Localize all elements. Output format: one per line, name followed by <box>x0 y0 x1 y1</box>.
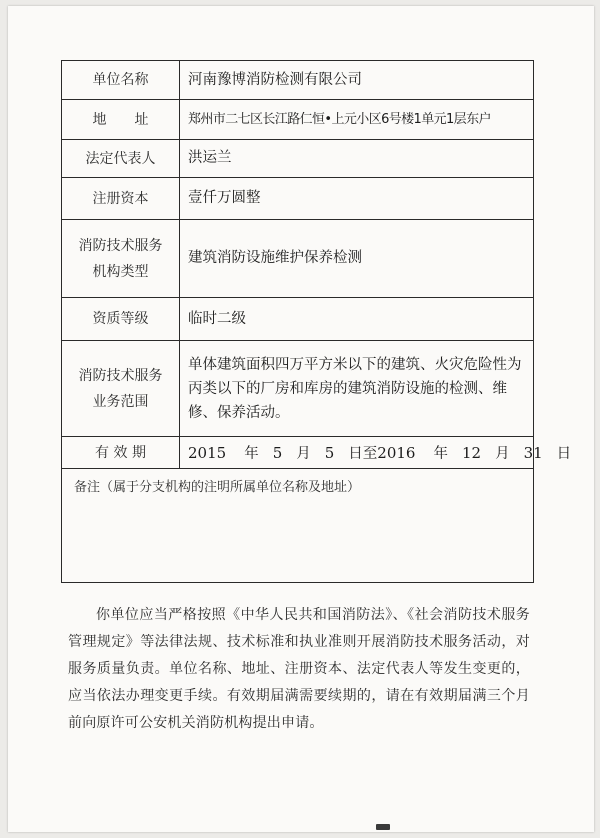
validity-connector: 至 <box>362 446 378 462</box>
row-scope <box>62 341 534 437</box>
notice-paragraph: 你单位应当严格按照《中华人民共和国消防法》、《社会消防技术服务管理规定》等法律法规、技术标准和执业准则开展消防技术服务活动，对服务质量负责。单位名称、地址、注册资本、法定代表人等发生变更的，应当依法办理变更手续。有效期届满需要续期的，请在有效期届满三个月前向原许可公安机关消防机构提出申请。 <box>68 607 530 731</box>
row-unit-name <box>62 61 534 100</box>
end-month: 12 <box>461 444 482 462</box>
unit-name-value: 河南豫博消防检测有限公司 <box>180 61 534 100</box>
remark-cell: 备注（属于分支机构的注明所属单位名称及地址） <box>62 469 534 583</box>
row-capital <box>62 178 534 220</box>
scope-value: 单体建筑面积四万平方米以下的建筑、火灾危险性为丙类以下的厂房和库房的建筑消防设施的检测、维修、保养活动。 <box>180 341 534 437</box>
legal-rep-value: 洪运兰 <box>180 140 534 178</box>
certificate-page <box>8 6 594 832</box>
start-month-unit: 月 <box>296 446 311 462</box>
certificate-table <box>61 60 572 583</box>
capital-label: 注册资本 <box>62 178 180 220</box>
validity-value <box>180 437 572 469</box>
level-value: 临时二级 <box>180 298 534 341</box>
page-edge-mark <box>376 824 390 830</box>
unit-name-label: 单位名称 <box>62 61 180 100</box>
scope-label <box>62 341 180 437</box>
start-day: 5 <box>324 444 335 462</box>
start-year: 2015 <box>188 444 227 462</box>
row-validity <box>62 437 534 469</box>
level-label: 资质等级 <box>62 298 180 341</box>
scope-label-line2: 业务范围 <box>92 393 149 410</box>
scope-label-line1: 消防技术服务 <box>78 367 163 384</box>
org-type-label-line1: 消防技术服务 <box>78 237 163 254</box>
org-type-value: 建筑消防设施维护保养检测 <box>180 220 534 298</box>
legal-rep-label: 法定代表人 <box>62 140 180 178</box>
end-month-unit: 月 <box>495 446 510 462</box>
end-day: 31 <box>523 444 543 462</box>
row-legal-rep <box>62 140 534 178</box>
end-day-unit: 日 <box>556 446 572 462</box>
row-remark <box>62 469 534 583</box>
org-type-label <box>62 220 180 298</box>
address-value: 郑州市二七区长江路仁恒•上元小区6号楼1单元1层东户 <box>180 100 534 140</box>
row-level <box>62 298 534 341</box>
end-year-unit: 年 <box>433 446 448 462</box>
start-year-unit: 年 <box>244 446 259 462</box>
end-year: 2016 <box>377 444 416 462</box>
start-day-unit: 日 <box>348 446 363 462</box>
start-month: 5 <box>272 444 283 462</box>
row-org-type <box>62 220 534 298</box>
row-address <box>62 100 534 140</box>
validity-label: 有 效 期 <box>62 437 180 469</box>
org-type-label-line2: 机构类型 <box>92 263 149 280</box>
capital-value: 壹仟万圆整 <box>180 178 534 220</box>
address-label: 地 址 <box>62 100 180 140</box>
